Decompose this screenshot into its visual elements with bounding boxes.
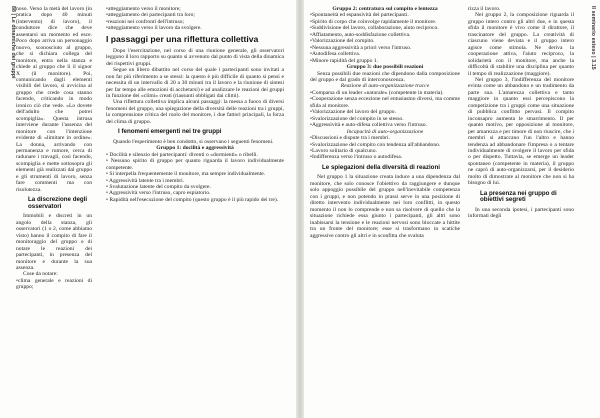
list-item: •Indifferenza verso l'intruso o autodifesa. bbox=[310, 154, 403, 161]
list-item: • Svalutazione latente del compito da svolgere. bbox=[106, 184, 211, 191]
list-item: • Docilità e silenzio dei partecipanti: diventi o «dormienti» o ribelli. bbox=[106, 151, 258, 158]
body-paragraph: Una riflettura collettiva implica alcuni passaggi: la messa a fuoco di diversi fenomeni del gruppo, una spiegazione della diversità delle reazioni tra i gruppi, la comprensione critica del ruolo del monitore, i due fattori principali, la forza del clima di gruppo. bbox=[106, 99, 284, 125]
list-item: • Nessuno spirito di gruppo per quanto riguarda il lavoro individualmente competente. bbox=[106, 158, 284, 171]
list-item: •Spontaneità ed espansività dei partecipanti. bbox=[310, 12, 409, 19]
body-paragraph: noso. Verso la metà del lavoro (in pratica dopo 40 minuti (intervento) di lavoro), il conduttore dice che deve assentarsi un momento ed esce. Poco dopo arriva un personaggio nuovo, sconosciuto al gruppo, che si dichiara collega del monitore, entra nella stanza e chiede al gruppo che lì il signor X (il monitore). Poi, comunicando dagli elementi visibili del lavoro, si avvicina al gruppo che crede cosa stanno facendo, criticando in modo ironico ciò che vede. «Lo dovete dell'adulto che potrei scompiglia». Questa intrusa interviene durante l'assenza del monitore con l'intenzione evidente di «limitare in ordine». La donna, arrivando con permanenza e rumore, cerca di radunare i travagli, così facendo, scompiglia e mette sottosopra gli elementi già realizzati dal gruppo e gli strumenti di lavoro, senza fare commenti ma con risolutezza. bbox=[16, 6, 92, 193]
list-item: •atteggiamento dei partecipanti tra loro; bbox=[106, 12, 195, 19]
list-item: •reazioni nei confronti dell'intruso; bbox=[106, 18, 184, 25]
body-paragraph: rizza il lavoro. bbox=[468, 6, 501, 12]
list-item: • Rapidità nell'esecuzione del compito (questo gruppo è il più rapido dei tre). bbox=[106, 196, 279, 203]
list-item: •Nessuna aggressività a priori verso l'intruso. bbox=[310, 44, 412, 51]
list-item: •Affiatamento, auto-soddisfazione collettiva. bbox=[310, 31, 411, 38]
list-item: • Si interpella frequentemente il monitore, ma sempre individualmente. bbox=[106, 171, 266, 178]
list-item: •Suddivisione del lavoro, collaborazione, aiuto reciproco. bbox=[310, 25, 439, 32]
book-gutter bbox=[296, 0, 304, 418]
section-heading: La discrezione degli osservatori bbox=[28, 196, 88, 210]
list-item: •atteggiamento verso il monitore; bbox=[106, 6, 181, 12]
body-paragraph: Dopo l'esercitazione, nel corso di una riunione generale, gli osservatori leggono il loro rapporto su quanto si avvenuto dal punto di vista della dinamica dei rispettivi gruppi. bbox=[106, 47, 284, 67]
list-item: •Valorizzazione del compito. bbox=[310, 38, 375, 45]
body-paragraph: Quando l'esperimento è ben condotto, si osservano i seguenti fenomeni. bbox=[113, 138, 274, 145]
list-item: •clima generale e reazioni di gruppo; bbox=[16, 277, 92, 291]
right-page bbox=[304, 0, 600, 418]
list-item: •Spirito di corpo che coinvolge rapidamente il monitore. bbox=[310, 18, 437, 25]
subgroup-heading: Reazione di auto-organizzazione tracce bbox=[340, 83, 430, 90]
list-item: •Autodifesa collettiva. bbox=[310, 51, 361, 58]
list-item: •Aggressività e auto-difesa collettiva verso l'intruso. bbox=[310, 122, 427, 129]
section-heading: La presenza nei gruppo di obiettivi segreti bbox=[480, 189, 557, 204]
body-paragraph: Nel gruppo 3, l'indifferenza del monitore evinta come un abbandono e un tradimento da parte sua. L'amarezza collettiva e tanto maggiore in quanto essi percepiscono la competizione tra i gruppi come una situazione di pubblica conflitto pervasi. Il compito inconsapro aumenta le smarrimento. Il per quanto motivo, per opposizione al monitore, per amarezza e per timore di non riuscire, che i membri si attaccano l'un l'altro e hanno tendenza ad abbandonare l'impresa o a tentare individualmente di svolgere il lavoro per sfida o per dispetto. Tuttavia, se emerge un leader spontaneo (competente in materia), il gruppo ne caprò di auto-organizzarsi, per il desiderio molto di dimostrare al monitore che non si ha bisogno di lui. bbox=[468, 76, 574, 187]
body-paragraph: Immobili e discreti in un angolo della stanza, gli osservatori (1 o 2, come abbiamo visto) hanno il compito di fare il monitoraggio del gruppo e di notare le reazioni dei partecipanti, in presenza del monitore e durante la sua assenza. bbox=[16, 213, 92, 271]
list-item: •Lavoro solitario di qualcuno. bbox=[310, 147, 377, 154]
list-item: •Svalorizzazione del compito con tendenza all'abbandono. bbox=[310, 141, 441, 148]
left-column-1 bbox=[16, 6, 92, 291]
group-heading: Gruppo 1: docilità e aggressività bbox=[156, 145, 234, 152]
body-paragraph: Segue un libero dibattito nel corso del quale i partecipanti sono invitati a non far più riferimento a se stessi: la questo è più difficile di quanto si pensi e necessita di un intervallo di 20 a 30 minuti tra il lavoro e la riunione di sintesi per far tempo alle emozioni di acchetarsi) e ad analizzare le reazioni dei gruppi in funzione dei «climi» creati (riassunti obbligati dai climi). bbox=[106, 67, 284, 99]
body-paragraph: In una seconda ipotesi, i partecipanti sono informati degli bbox=[468, 206, 574, 220]
list-item: •Valorizzazione del lavoro del gruppo. bbox=[310, 109, 396, 116]
running-head-right: Il seminario esteso | 3.15 bbox=[590, 6, 596, 70]
list-item: •Comparsa di un leader «naturale» (competente in materia). bbox=[310, 89, 444, 96]
body-paragraph: Senza possibili due reazioni che dipendono dalla composizione del gruppo e dal grado di interconoscenza. bbox=[310, 70, 460, 83]
chapter-heading: I passaggi per una riflettura collettiva bbox=[106, 33, 259, 44]
body-paragraph: Cose da notare: bbox=[23, 271, 58, 278]
right-column-1 bbox=[310, 6, 460, 239]
section-heading: I fenomeni emergenti nei tre gruppi bbox=[118, 128, 222, 136]
list-item: •Cooperazione senza eccezione nel entusiasmo diversi, ma comme sfida al monitore. bbox=[310, 96, 460, 109]
list-item: • Aggressività latente tra i membri. bbox=[106, 177, 185, 184]
left-page bbox=[0, 0, 296, 418]
list-item: •Svalorizzazione del compito in se stesso. bbox=[310, 115, 404, 122]
group-heading: Gruppo 2: centratura sul compito e lentezza bbox=[332, 6, 438, 12]
body-paragraph: Nel gruppo 1 la situazione creata induce a una dipendenza dal monitore, che solo conosce l'obiettivo da raggiungere e dunque solo appoggio possibile del gruppo nell'inevitabile competenza con i gruppi, e non potendo in prassi serve in una posizione di diretto intervento individualmente nei loro conflitti, in questo momento il non lo comprende e non sa risolvere di quello che la situazione richiede essa giunto i partecipanti, gli altri sono inabissarsi la tensione e le reazioni nervosi sono bloccate a hittite tra un fronte del monitore; esse si trasformano in scatiche aggressive contro gli altri e in sconfitta che svaluta bbox=[310, 174, 460, 239]
list-item: • Aggressività verso l'intruso, capro espiatorio. bbox=[106, 190, 211, 197]
subgroup-heading: Incapacità di auto-organizzazione bbox=[346, 128, 424, 135]
section-heading: Le spiegazioni della diversità di reazioni bbox=[322, 163, 440, 171]
running-head-left: 88 | Le dinamiche dei gruppi bbox=[10, 6, 16, 79]
list-item: •Minore rapidità del gruppo 1. bbox=[310, 57, 378, 64]
list-item: •Discussioni e dispute tra i membri. bbox=[310, 135, 390, 142]
group-heading: Gruppo 3: due possibili reazioni bbox=[346, 64, 424, 71]
left-column-2 bbox=[106, 6, 284, 203]
list-item: •atteggiamento verso il lavoro da svolgere. bbox=[106, 25, 202, 32]
right-column-2 bbox=[468, 6, 574, 220]
body-paragraph: Nel gruppo 2, la composizione riguarda il gruppo intero contro gli altri due, e in questa sfida il monitore è vivo come il dirattore, il trascinatore del gruppo. La creatività di ciascuno viene deviata e il gruppo intero agisce come stimola. Ne deriva la cooperazione attiva, l'aiuto reciproco, la solidarietà con il monitore, ma anche la difficoltà di stabilire una disciplina per quanto il tempo di realizzazione (maggiore). bbox=[468, 12, 574, 77]
